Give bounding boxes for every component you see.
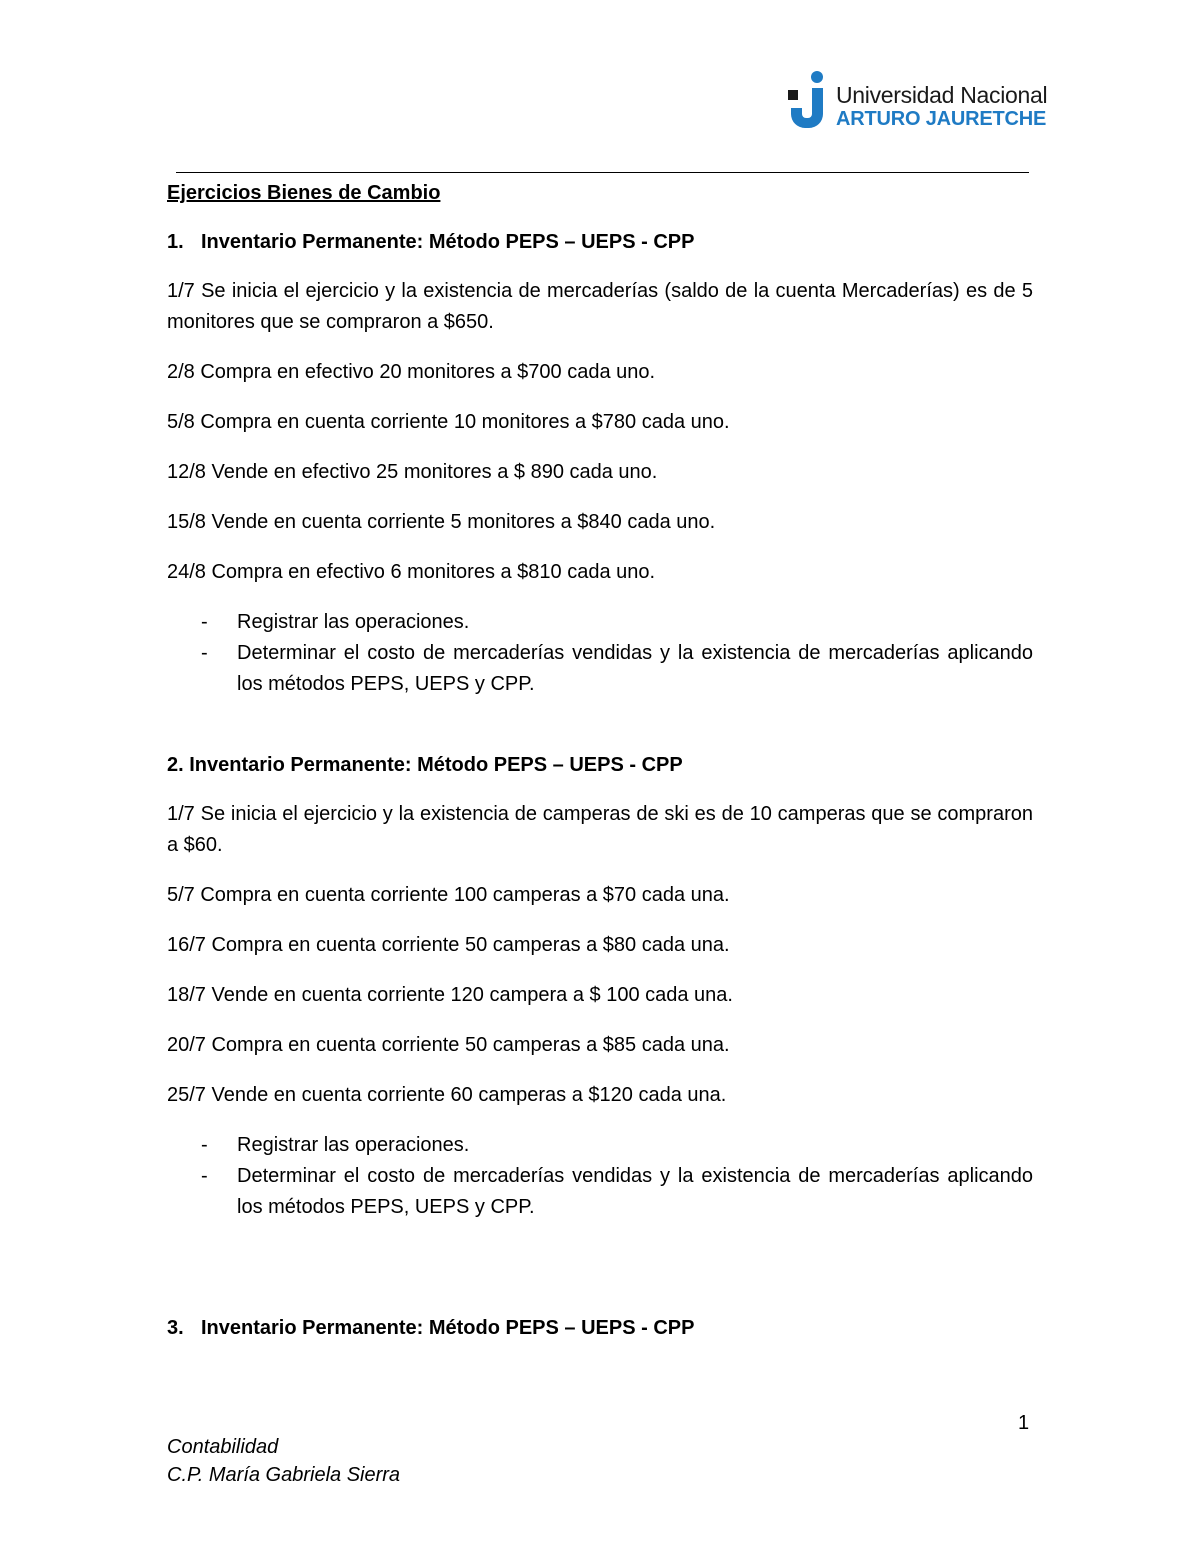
task-text: Registrar las operaciones.: [237, 1134, 470, 1156]
section-1-task-list: [167, 607, 1033, 700]
section-2-heading: Inventario Permanente: Método PEPS – UEPS - CPP: [189, 754, 683, 776]
section-1-paragraph: 24/8 Compra en efectivo 6 monitores a $810 cada uno.: [167, 561, 656, 583]
task-bullet: -: [201, 611, 208, 633]
page-number: 1: [1018, 1412, 1030, 1434]
section-2-paragraph: 5/7 Compra en cuenta corriente 100 camperas a $70 cada una.: [167, 884, 730, 906]
task-text: Determinar el costo de mercaderías vendidas y la existencia de mercaderías aplicando los métodos PEPS, UEPS y CPP.: [237, 1165, 1033, 1218]
document-body: [167, 178, 1033, 1362]
logo-university-name: Universidad Nacional: [836, 82, 1048, 108]
section-2-task-list: [167, 1130, 1033, 1223]
section-3-number: 3.: [167, 1317, 184, 1339]
footer-course: Contabilidad: [167, 1436, 279, 1458]
footer-author: C.P. María Gabriela Sierra: [167, 1464, 401, 1486]
section-2-paragraph: 16/7 Compra en cuenta corriente 50 camperas a $80 cada una.: [167, 934, 730, 956]
task-text: Determinar el costo de mercaderías vendidas y la existencia de mercaderías aplicando los métodos PEPS, UEPS y CPP.: [237, 642, 1033, 695]
task-list-item: [167, 1130, 1033, 1161]
section-2-paragraph: 18/7 Vende en cuenta corriente 120 campera a $ 100 cada una.: [167, 984, 733, 1006]
section-1-paragraph: 2/8 Compra en efectivo 20 monitores a $700 cada uno.: [167, 361, 656, 383]
task-bullet: -: [201, 1134, 208, 1156]
section-3-heading: Inventario Permanente: Método PEPS – UEPS - CPP: [201, 1317, 695, 1339]
university-logo-icon: [786, 68, 830, 132]
section-2-number: 2.: [167, 754, 184, 776]
section-2-paragraph: 25/7 Vende en cuenta corriente 60 camperas a $120 cada una.: [167, 1084, 727, 1106]
university-logo: [786, 68, 1048, 132]
section-3-title: [167, 1313, 1033, 1344]
task-bullet: -: [201, 1165, 208, 1187]
section-1-paragraph: 5/8 Compra en cuenta corriente 10 monitores a $780 cada uno.: [167, 411, 730, 433]
section-2-paragraph: 1/7 Se inicia el ejercicio y la existencia de camperas de ski es de 10 camperas que se compraron a $60.: [167, 803, 1033, 856]
section-1-heading: Inventario Permanente: Método PEPS – UEPS - CPP: [201, 231, 695, 253]
section-1-number: 1.: [167, 231, 184, 253]
section-1-title: [167, 227, 1033, 258]
section-2-paragraph: 20/7 Compra en cuenta corriente 50 camperas a $85 cada una.: [167, 1034, 730, 1056]
page-footer: [167, 1433, 400, 1489]
section-2-title: [167, 750, 1033, 781]
task-list-item: [167, 638, 1033, 700]
section-1-paragraph: 1/7 Se inicia el ejercicio y la existencia de mercaderías (saldo de la cuenta Mercaderías) es de 5 monitores que se compraron a $650.: [167, 280, 1033, 333]
section-1-paragraph: 15/8 Vende en cuenta corriente 5 monitores a $840 cada uno.: [167, 511, 716, 533]
task-list-item: [167, 1161, 1033, 1223]
task-list-item: [167, 607, 1033, 638]
header-divider: [176, 172, 1029, 173]
section-1-paragraph: 12/8 Vende en efectivo 25 monitores a $ 890 cada uno.: [167, 461, 658, 483]
logo-university-subname: ARTURO JAURETCHE: [836, 108, 1047, 130]
document-title: Ejercicios Bienes de Cambio: [167, 182, 441, 204]
task-bullet: -: [201, 642, 208, 664]
task-text: Registrar las operaciones.: [237, 611, 470, 633]
